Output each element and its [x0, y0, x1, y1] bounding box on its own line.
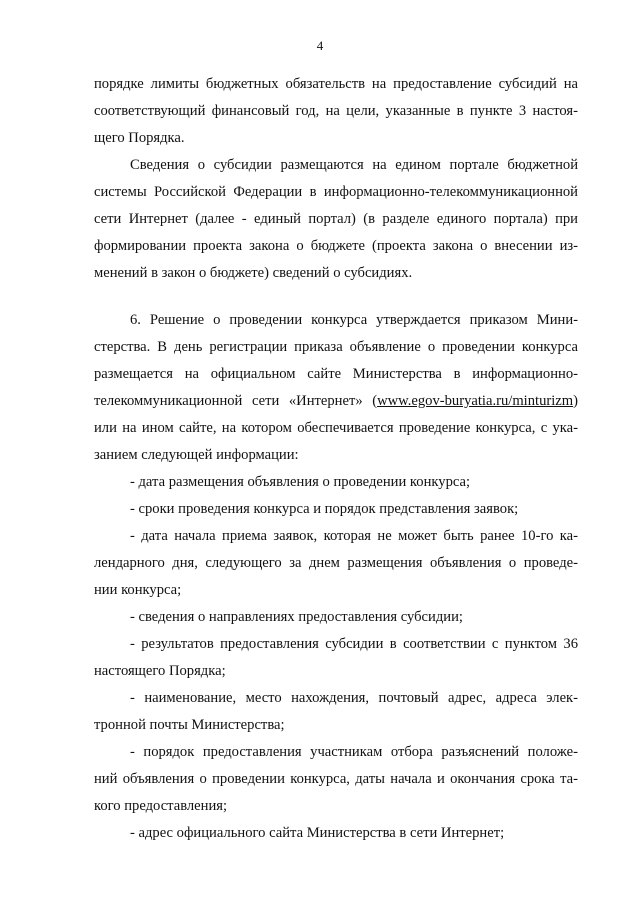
- text-line: порядке лимиты бюджетных обязательств на предоставление субсидий на: [94, 76, 578, 92]
- text-line: сети Интернет (далее - единый портал) (в разделе единого портала) при: [94, 211, 578, 227]
- list-item: - сведения о направлениях предоставления субсидии;: [130, 609, 463, 625]
- list-item: - дата размещения объявления о проведении конкурса;: [130, 474, 471, 490]
- text-line: ний объявления о проведении конкурса, даты начала и окончания срока та-: [94, 771, 578, 787]
- website-link: www.egov-buryatia.ru/minturizm: [377, 393, 574, 409]
- text-line: лендарного дня, следующего за днем размещения объявления о проведе-: [94, 555, 578, 571]
- text-line: формировании проекта закона о бюджете (проекта закона о внесении из-: [94, 238, 578, 254]
- text-line: размещается на официальном сайте Министерства в информационно-: [94, 366, 578, 382]
- text-line: соответствующий финансовый год, на цели, указанные в пункте 3 настоя-: [94, 103, 578, 119]
- text-line: нии конкурса;: [94, 582, 182, 598]
- page-number: 4: [316, 38, 324, 53]
- text-line: тронной почты Министерства;: [94, 717, 285, 733]
- list-item: - дата начала приема заявок, которая не может быть ранее 10-го ка-: [130, 528, 578, 544]
- text-line: занием следующей информации:: [94, 447, 299, 463]
- text-line: настоящего Порядка;: [94, 663, 226, 679]
- text-line: или на ином сайте, на котором обеспечивается проведение конкурса, с ука-: [94, 420, 578, 436]
- text-line-with-link: телекоммуникационной сети «Интернет» (www.egov-buryatia.ru/minturizm): [94, 393, 578, 409]
- text-line: щего Порядка.: [94, 130, 185, 146]
- text-line: Сведения о субсидии размещаются на едином портале бюджетной: [130, 157, 578, 173]
- list-item: - результатов предоставления субсидии в соответствии с пунктом 36: [130, 636, 578, 652]
- list-item: - порядок предоставления участникам отбора разъяснений положе-: [130, 744, 578, 760]
- text-line: системы Российской Федерации в информационно-телекоммуникационной: [94, 184, 578, 200]
- text-line: 6. Решение о проведении конкурса утверждается приказом Мини-: [130, 312, 578, 328]
- text-line: стерства. В день регистрации приказа объявление о проведении конкурса: [94, 339, 578, 355]
- list-item: - наименование, место нахождения, почтовый адрес, адреса элек-: [130, 690, 578, 706]
- list-item: - адрес официального сайта Министерства в сети Интернет;: [130, 825, 505, 841]
- text-line: кого предоставления;: [94, 798, 228, 814]
- text-line: менений в закон о бюджете) сведений о субсидиях.: [94, 265, 413, 281]
- list-item: - сроки проведения конкурса и порядок представления заявок;: [130, 501, 519, 517]
